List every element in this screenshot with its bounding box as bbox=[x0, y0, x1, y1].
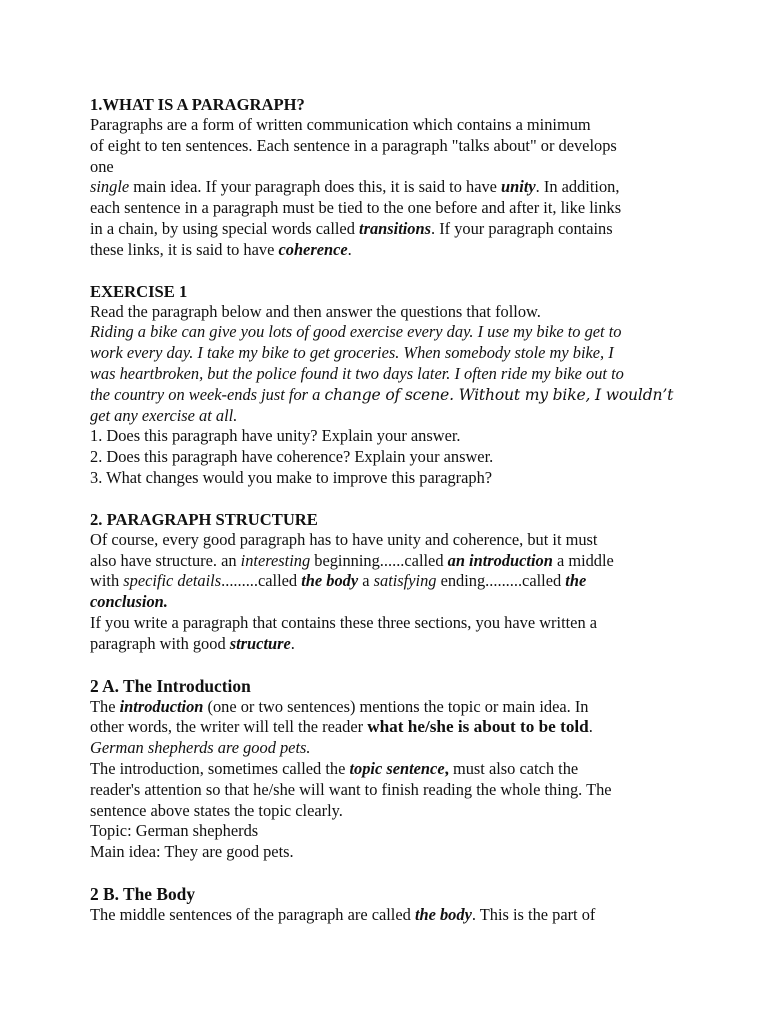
text-run: a middle bbox=[552, 550, 614, 570]
exercise-instructions: Read the paragraph below and then answer the questions that follow. bbox=[90, 301, 541, 321]
emphasis-single: single bbox=[90, 177, 130, 197]
section-2a-paragraph bbox=[90, 697, 690, 863]
text-run: .........called bbox=[221, 571, 302, 591]
text-run: The middle sentences of the paragraph are called bbox=[90, 904, 415, 924]
text-run: . If your paragraph contains bbox=[431, 218, 613, 238]
exercise-1-block bbox=[90, 302, 690, 489]
term-the-body: the body bbox=[414, 904, 472, 924]
exercise-sample-line: was heartbroken, but the police found it two days later. I often ride my bike out to bbox=[90, 363, 624, 383]
text-run: The bbox=[90, 696, 120, 716]
example-sentence: German shepherds are good pets. bbox=[90, 738, 311, 758]
text-run: . This is the part of bbox=[471, 904, 596, 924]
text-line bbox=[90, 717, 690, 738]
term-unity: unity bbox=[501, 177, 536, 197]
text-line bbox=[90, 759, 690, 780]
term-the: the bbox=[565, 571, 587, 591]
document-content bbox=[90, 94, 690, 926]
text-run: change of scene. Without my bike, I wouldn’t bbox=[324, 385, 674, 404]
emphasis-satisfying: satisfying bbox=[373, 571, 437, 591]
exercise-sample-line bbox=[90, 385, 690, 406]
text-run: other words, the writer will tell the reader bbox=[90, 717, 368, 737]
topic-line: Topic: German shepherds bbox=[90, 821, 259, 841]
section-1-paragraph bbox=[90, 115, 690, 261]
text-run: paragraph with good bbox=[90, 633, 230, 653]
text-line: reader's attention so that he/she will want to finish reading the whole thing. The bbox=[90, 779, 612, 799]
term-the-body: the body bbox=[301, 571, 359, 591]
text-line: sentence above states the topic clearly. bbox=[90, 800, 343, 820]
term-topic-sentence: topic sentence bbox=[349, 758, 445, 778]
text-line bbox=[90, 634, 690, 655]
section-heading-exercise-1: EXERCISE 1 bbox=[90, 281, 188, 301]
exercise-question: 2. Does this paragraph have coherence? Explain your answer. bbox=[90, 447, 494, 467]
term-structure: structure bbox=[229, 633, 291, 653]
text-line: of eight to ten sentences. Each sentence in a paragraph "talks about" or develops bbox=[90, 135, 617, 155]
exercise-sample-line: Riding a bike can give you lots of good exercise every day. I use my bike to get to bbox=[90, 322, 622, 342]
text-run: in a chain, by using special words called bbox=[90, 218, 360, 238]
text-run: the country on week-ends just for a bbox=[90, 384, 325, 404]
term-introduction: introduction bbox=[119, 696, 204, 716]
exercise-sample-line: get any exercise at all. bbox=[90, 405, 238, 425]
section-2b-paragraph bbox=[90, 905, 690, 926]
text-run: (one or two sentences) mentions the topic or main idea. In bbox=[203, 696, 589, 716]
section-heading-paragraph-structure: 2. PARAGRAPH STRUCTURE bbox=[90, 509, 318, 529]
text-run: . bbox=[347, 239, 352, 259]
text-run: main idea. If your paragraph does this, it is said to have bbox=[129, 177, 502, 197]
term-conclusion: conclusion. bbox=[90, 592, 168, 612]
text-run: with bbox=[90, 571, 124, 591]
emphasis-interesting: interesting bbox=[240, 550, 311, 570]
text-run: ending.........called bbox=[436, 571, 566, 591]
text-line: If you write a paragraph that contains these three sections, you have written a bbox=[90, 612, 598, 632]
term-an-introduction: an introduction bbox=[447, 550, 553, 570]
emphasis-specific-details: specific details bbox=[123, 571, 222, 591]
text-line bbox=[90, 551, 690, 572]
text-run: , bbox=[444, 758, 449, 778]
term-transitions: transitions bbox=[359, 218, 431, 238]
exercise-sample-line: work every day. I take my bike to get groceries. When somebody stole my bike, I bbox=[90, 343, 614, 363]
text-line bbox=[90, 219, 690, 240]
text-line: one bbox=[90, 156, 114, 176]
section-heading-introduction: 2 A. The Introduction bbox=[90, 675, 251, 696]
text-run: a bbox=[358, 571, 374, 591]
text-line bbox=[90, 240, 690, 261]
text-run: also have structure. an bbox=[90, 550, 241, 570]
text-line: Of course, every good paragraph has to have unity and coherence, but it must bbox=[90, 529, 598, 549]
text-run: these links, it is said to have bbox=[90, 239, 279, 259]
text-run: beginning......called bbox=[310, 550, 448, 570]
text-run: . bbox=[290, 633, 295, 653]
text-line bbox=[90, 905, 690, 926]
emphasis-what-told: what he/she is about to be told bbox=[367, 717, 589, 737]
text-line: Paragraphs are a form of written communication which contains a minimum bbox=[90, 115, 591, 134]
section-heading-body: 2 B. The Body bbox=[90, 883, 196, 904]
text-line bbox=[90, 571, 690, 592]
exercise-question: 1. Does this paragraph have unity? Explain your answer. bbox=[90, 426, 461, 446]
text-run: . bbox=[588, 717, 593, 737]
text-run: . In addition, bbox=[535, 177, 620, 197]
exercise-question: 3. What changes would you make to improve this paragraph? bbox=[90, 467, 493, 487]
text-run: must also catch the bbox=[448, 758, 579, 778]
main-idea-line: Main idea: They are good pets. bbox=[90, 842, 294, 862]
section-2-paragraph bbox=[90, 530, 690, 655]
term-coherence: coherence bbox=[278, 239, 348, 259]
text-line bbox=[90, 177, 690, 198]
text-run: The introduction, sometimes called the bbox=[90, 758, 350, 778]
section-heading-what-is-paragraph: 1.WHAT IS A PARAGRAPH? bbox=[90, 95, 305, 114]
text-line: each sentence in a paragraph must be tied to the one before and after it, like links bbox=[90, 198, 622, 218]
text-line bbox=[90, 697, 690, 718]
